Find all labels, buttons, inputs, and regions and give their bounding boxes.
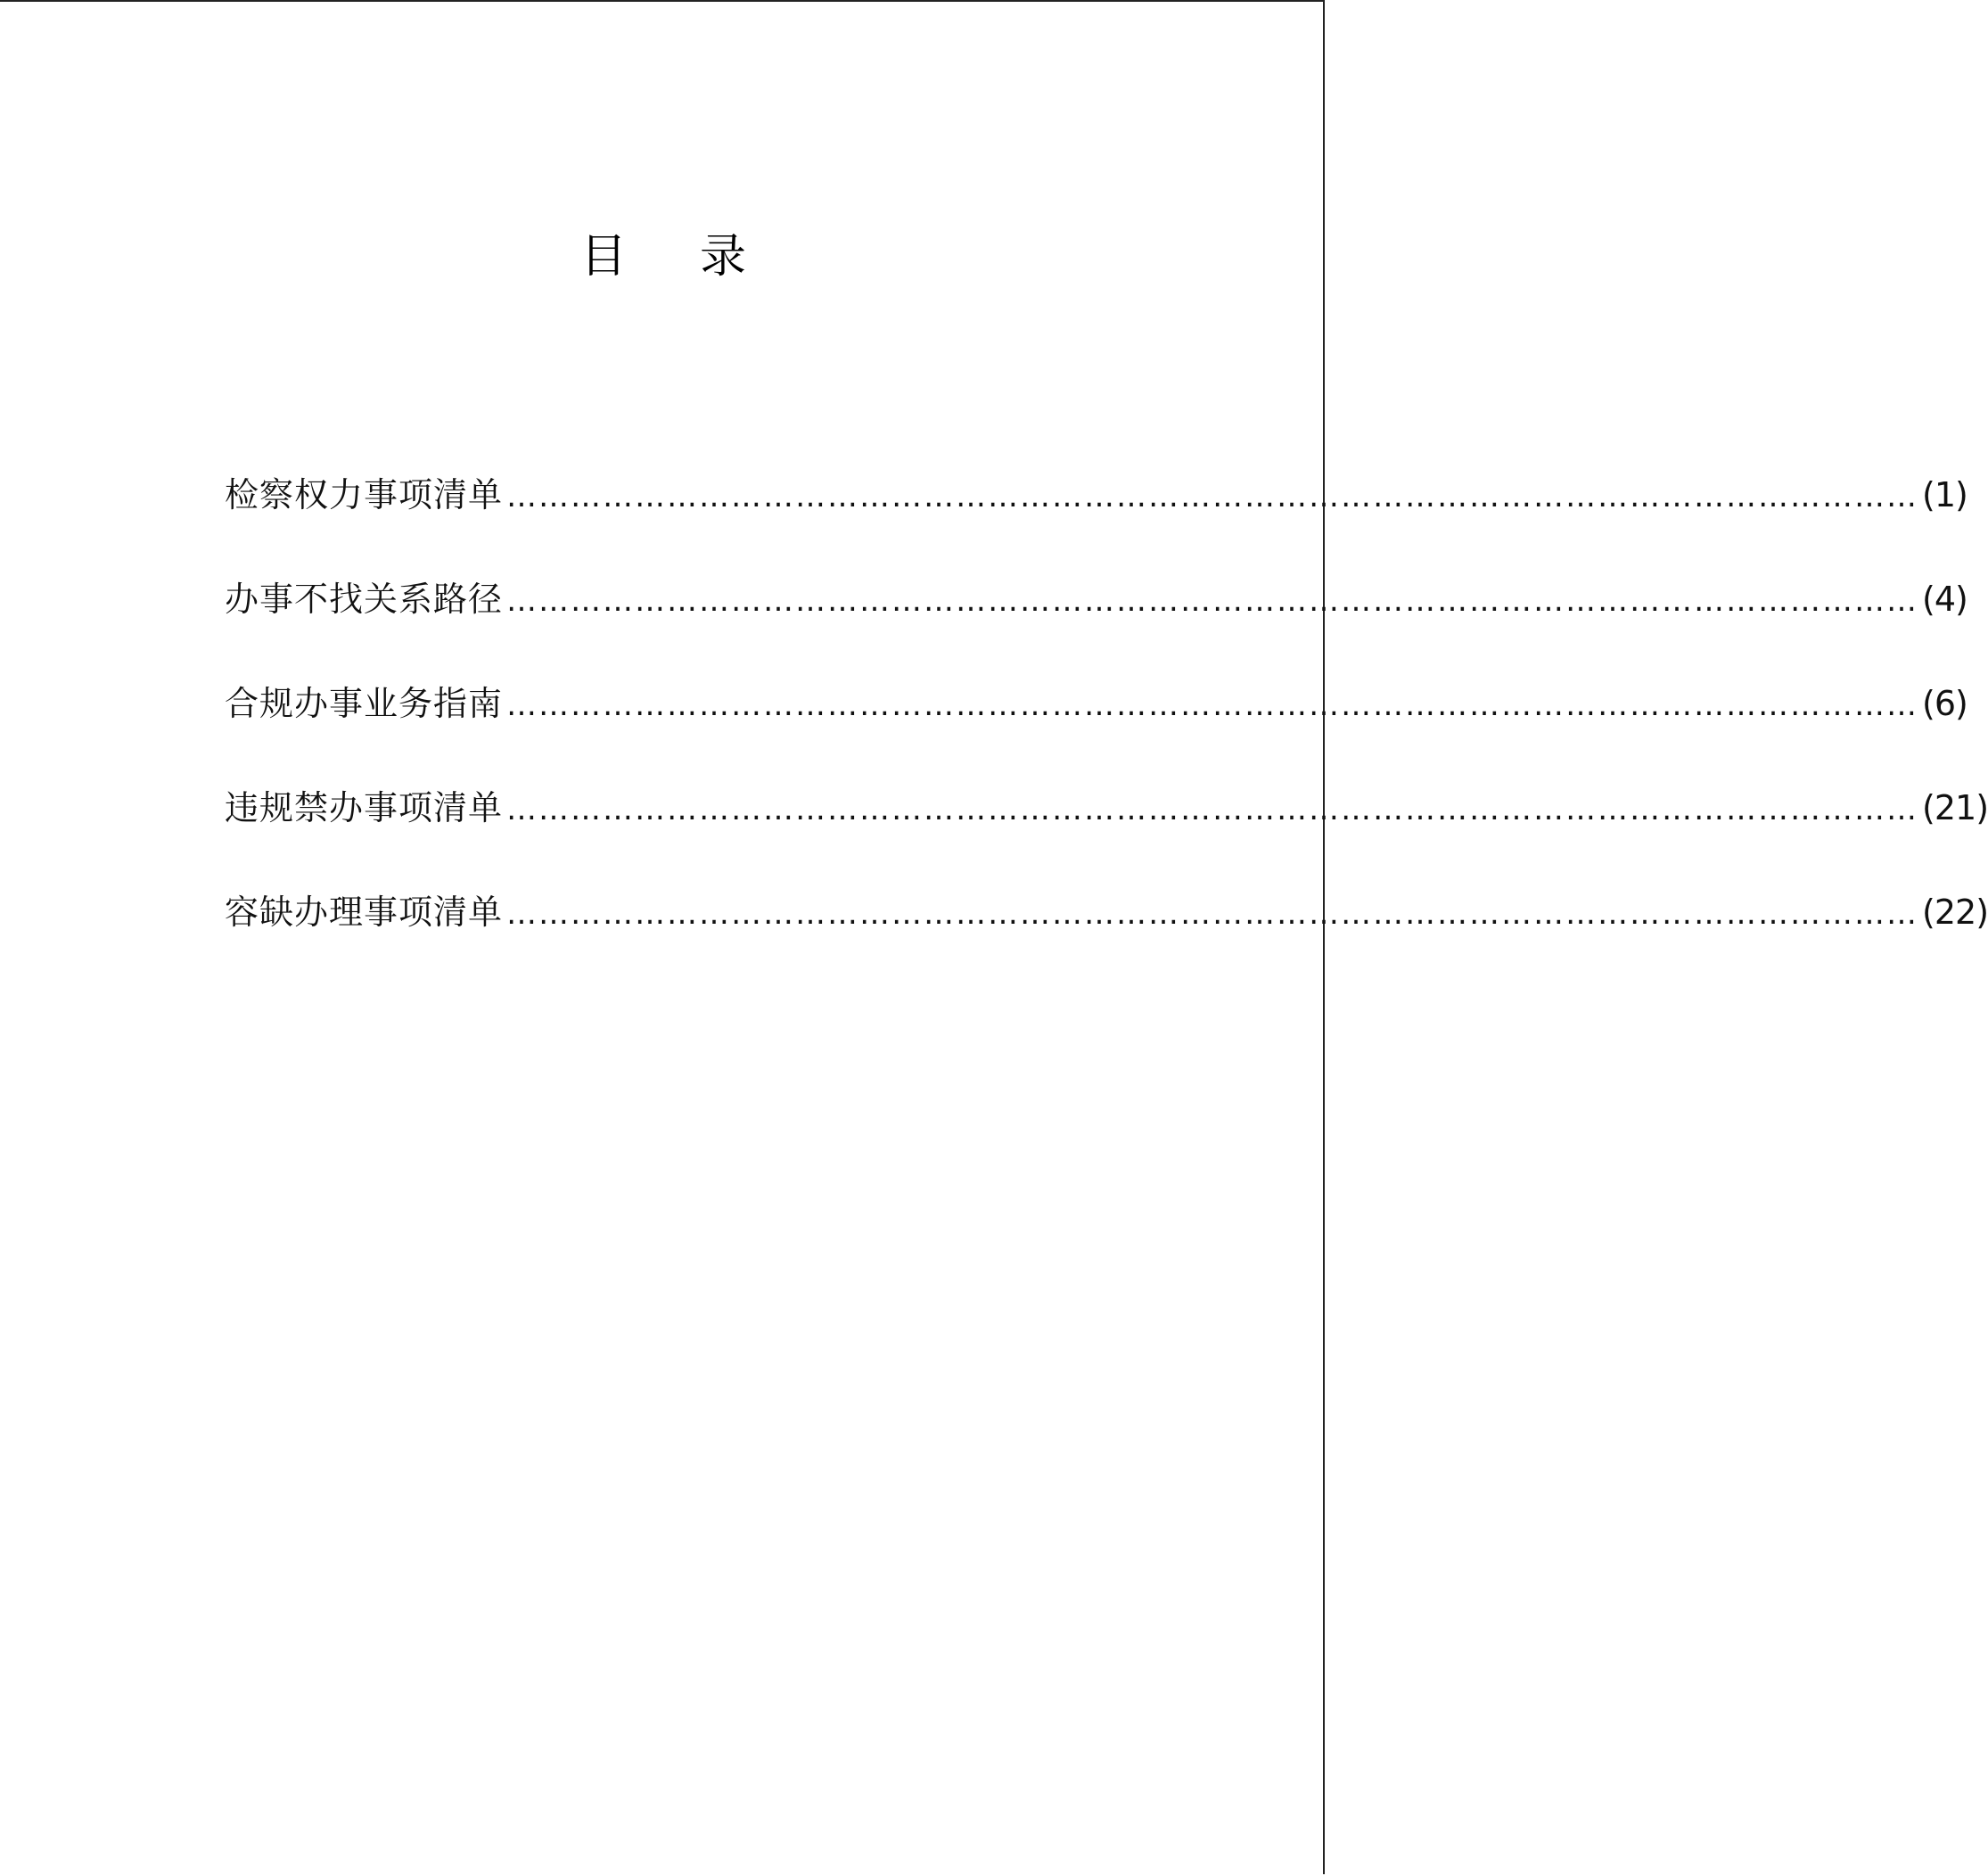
toc-entry-page: (21): [1922, 788, 1988, 827]
toc-entry[interactable]: [225, 464, 1967, 568]
toc-entry-page: (4): [1922, 580, 1967, 619]
toc-dot-leader: ……………………………………………………………………………………………………………………: [506, 583, 1919, 619]
page-title: 目录: [579, 230, 819, 284]
toc-entry[interactable]: [225, 881, 1988, 985]
toc-entry[interactable]: [225, 777, 1988, 881]
toc-entry-label: 合规办事业务指南: [225, 684, 504, 723]
toc-entry-page: (22): [1922, 893, 1988, 932]
toc-dot-leader: ……………………………………………………………………………………………………………………: [506, 479, 1919, 514]
toc-entry-page: (6): [1922, 684, 1967, 723]
toc-entry-label: 办事不找关系路径: [225, 580, 504, 619]
toc-entry-label: 违规禁办事项清单: [225, 788, 504, 827]
toc-entry-label: 检察权力事项清单: [225, 475, 504, 514]
toc-entry[interactable]: [225, 568, 1967, 672]
toc-entry[interactable]: [225, 672, 1967, 777]
toc-entry-page: (1): [1922, 475, 1967, 514]
toc-entry-label: 容缺办理事项清单: [225, 893, 504, 932]
table-of-contents: [225, 464, 1988, 985]
toc-dot-leader: ……………………………………………………………………………………………………………………: [506, 896, 1919, 932]
toc-dot-leader: ……………………………………………………………………………………………………………………: [506, 792, 1919, 827]
toc-dot-leader: ……………………………………………………………………………………………………………………: [506, 687, 1919, 723]
